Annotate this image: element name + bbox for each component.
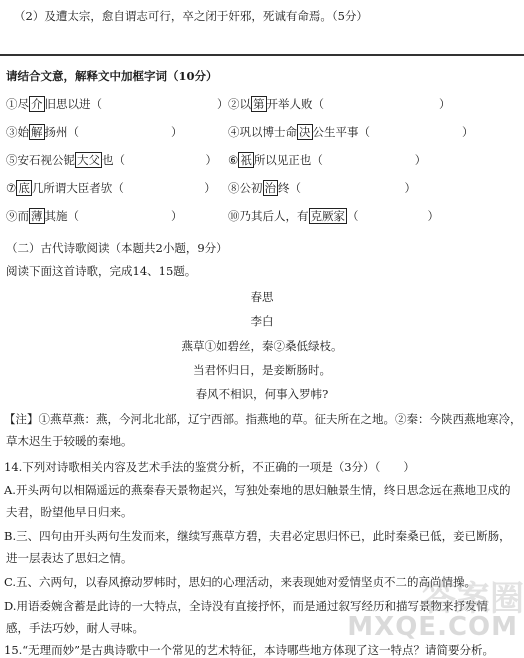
vocab-boxed-word: 决 <box>299 125 311 139</box>
vocab-item-number: ② <box>228 97 240 111</box>
vocab-item-text: 公生平事 <box>312 125 359 139</box>
question-14: 14.下列对诗歌相关内容及艺术手法的鉴赏分析，不正确的一项是（3分）（ ） <box>4 460 415 474</box>
vocab-item-number: ④ <box>228 125 240 139</box>
vocab-item <box>228 124 474 140</box>
vocab-item-number: ⑨ <box>6 209 18 223</box>
vocab-boxed-word: 底 <box>18 181 30 195</box>
option-b: B.三、四句由开头两句生发而来，继续写燕草方碧，夫君必定思归怀已，此时秦桑已低，妾已断肠， <box>4 529 511 543</box>
vocab-item-text: 而 <box>17 209 29 223</box>
vocab-item <box>6 96 229 112</box>
vocab-item-text: 以 <box>239 97 251 111</box>
vocab-item-number: ⑧ <box>228 181 240 195</box>
vocab-item-text: 所以见正也 <box>253 153 312 167</box>
answer-blank[interactable]: （ ） <box>67 209 183 223</box>
watermark: MXQE.COM <box>347 612 518 642</box>
poem-line: 春风不相识，何事入罗帏? <box>195 387 329 401</box>
vocab-item-text: 扬州 <box>44 125 68 139</box>
question-15: 15.“无理而妙”是古典诗歌中一个常见的艺术特征，本诗哪些地方体现了这一特点？请简要分析。 <box>4 643 495 657</box>
option-c: C.五、六两句，以春风撩动罗帏时，思妇的心理活动，来表现她对爱情坚贞不二的高尚情操。 <box>4 575 477 589</box>
vocab-item-number: ⑩ <box>228 209 240 223</box>
option-a-cont: 夫君，盼望他早日归来。 <box>6 505 133 519</box>
poem-author: 李白 <box>250 314 274 328</box>
vocab-boxed-word: 解 <box>31 125 43 139</box>
vocab-item <box>6 124 183 140</box>
vocab-item <box>228 96 451 112</box>
answer-blank[interactable]: （ ） <box>112 181 216 195</box>
vocab-item-text: 乃其后人，有 <box>239 209 309 223</box>
instruction: 请结合文意，解释文中加框字词（10分） <box>6 69 218 83</box>
answer-blank[interactable]: （ ） <box>289 181 416 195</box>
vocab-boxed-word: 克厥家 <box>310 209 345 223</box>
read-instruction: 阅读下面这首诗歌，完成14、15题。 <box>6 264 197 278</box>
poem-title: 春思 <box>250 290 274 304</box>
vocab-boxed-word: 薄 <box>31 209 43 223</box>
vocab-boxed-word: 介 <box>31 97 43 111</box>
answer-blank[interactable]: （ ） <box>358 125 474 139</box>
watermark-top: 答案圈 <box>422 579 524 619</box>
poem-line: 燕草①如碧丝，秦②桑低绿枝。 <box>181 339 343 353</box>
answer-blank[interactable]: （ ） <box>113 153 217 167</box>
vocab-item-number: ⑥ <box>228 153 239 167</box>
option-d: D.用语委婉含蓄是此诗的一大特点，全诗没有直接抒怀，而是通过叙写经历和描写景物来抒发情 <box>4 599 488 613</box>
answer-blank[interactable]: （ ） <box>312 97 451 111</box>
divider <box>0 54 524 56</box>
vocab-item-number: ⑤ <box>6 153 18 167</box>
vocab-item <box>228 152 426 168</box>
option-a: A.开头两句以相隔遥远的燕秦春天景物起兴，写独处秦地的思妇触景生情，终日思念远在燕地卫戍的 <box>4 483 511 497</box>
top-question: （2）及遭太宗，愈自谓志可行，卒之闭于奸邪，死诚有命焉。（5分） <box>14 9 368 23</box>
vocab-item-text: 始 <box>17 125 29 139</box>
vocab-boxed-word: 祇 <box>240 153 252 167</box>
vocab-item-number: ⑦ <box>6 181 17 195</box>
vocab-item-text: 开举人败 <box>266 97 313 111</box>
answer-blank[interactable]: （ ） <box>67 125 183 139</box>
note-line: 【注】①燕草燕：燕，今河北北部，辽宁西部。指燕地的草。征夫所在之地。②秦：今陕西燕地寒冷， <box>4 412 522 426</box>
vocab-item-text: 也 <box>102 153 114 167</box>
vocab-item <box>6 152 217 168</box>
vocab-item <box>6 208 183 224</box>
vocab-item-text: 终 <box>278 181 290 195</box>
vocab-item-text: 安石视公铌 <box>17 153 75 167</box>
vocab-item-text: 公初 <box>239 181 263 195</box>
vocab-boxed-word: 大父 <box>77 153 100 167</box>
section-title: （二）古代诗歌阅读（本题共2小题，9分） <box>6 241 228 255</box>
poem-line: 当君怀归日，是妾断肠时。 <box>193 363 331 377</box>
vocab-boxed-word: 第 <box>253 97 265 111</box>
vocab-item-text: 其施 <box>44 209 68 223</box>
option-d-cont: 感，手法巧妙，耐人寻味。 <box>6 621 144 635</box>
option-b-cont: 进一层表达了思妇之情。 <box>6 551 133 565</box>
note-line: 草木迟生于较暖的秦地。 <box>6 434 133 448</box>
vocab-item-number: ③ <box>6 125 18 139</box>
vocab-item-text: 尽 <box>17 97 29 111</box>
vocab-item <box>6 180 216 196</box>
vocab-boxed-word: 治 <box>264 181 276 195</box>
vocab-item-number: ① <box>6 97 18 111</box>
vocab-item-text: 几所谓大臣者欤 <box>31 181 113 195</box>
vocab-item <box>228 208 439 224</box>
answer-blank[interactable]: （ ） <box>90 97 229 111</box>
answer-blank[interactable]: （ ） <box>347 209 439 223</box>
vocab-item-text: 巩以博士命 <box>239 125 297 139</box>
answer-blank[interactable]: （ ） <box>311 153 427 167</box>
vocab-item <box>228 180 416 196</box>
vocab-item-text: 旧思以进 <box>44 97 91 111</box>
